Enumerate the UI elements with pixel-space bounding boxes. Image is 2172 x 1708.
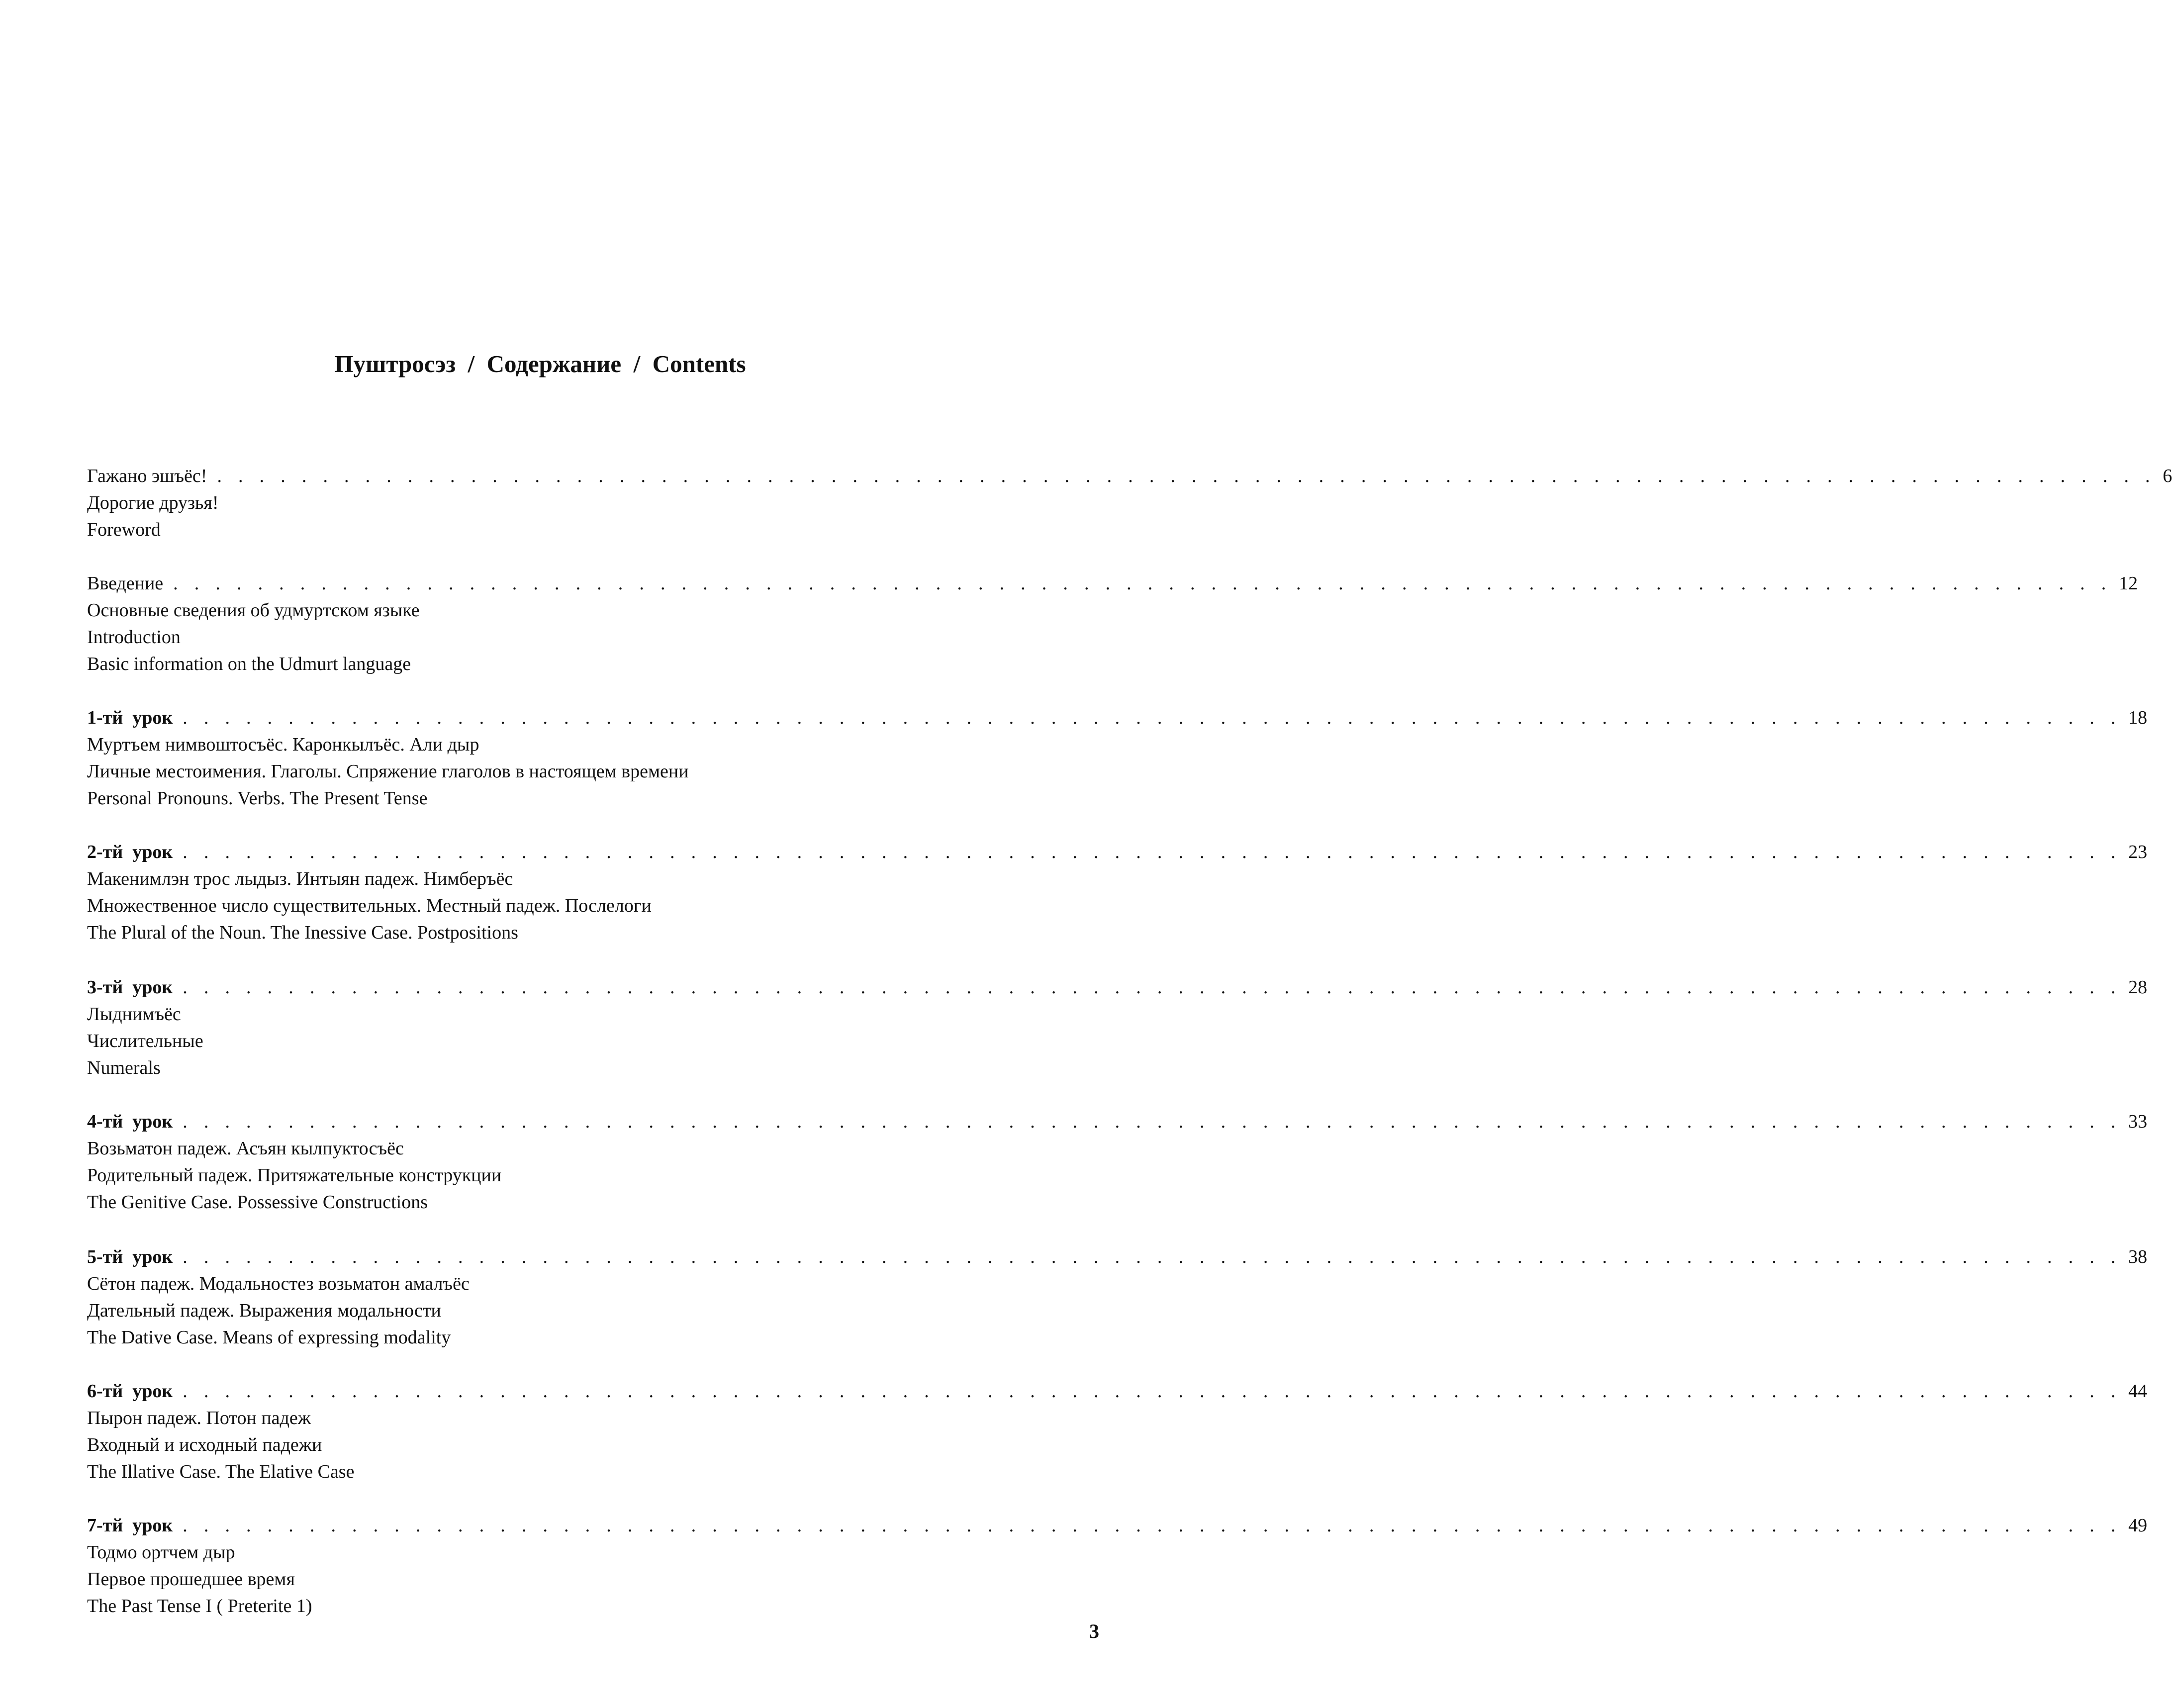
toc-line: Входный и исходный падежи: [87, 1434, 322, 1455]
toc-heading-text: 5-тй урок: [87, 1246, 173, 1267]
toc-line: Тодмо ортчем дыр: [87, 1542, 235, 1563]
toc-heading: [87, 704, 2148, 731]
toc-heading-text: 6-тй урок: [87, 1381, 173, 1402]
toc-line: The Genitive Case. Possessive Constructions: [87, 1192, 428, 1213]
toc-heading-text: 3-тй урок: [87, 977, 173, 998]
toc-line: The Past Tense I ( Preterite 1): [87, 1596, 312, 1616]
toc-heading: [87, 1243, 2148, 1270]
toc-entry-lesson-1: [87, 704, 2148, 812]
toc-heading: [87, 974, 2148, 1001]
toc-heading-text: 1-тй урок: [87, 707, 173, 728]
toc-heading: [87, 1378, 2148, 1405]
dot-leader: . . . . . . . . . . . . . . . . . . . . . . . . . . . . . . . . . . . . . . . . . . . . . . . . . . . . . . . . . . . . . . . . . . . . . . . . . . . . . . . . . . . . . . . . . . . .: [183, 1381, 2122, 1402]
toc-line: Муртъем нимвоштосъёс. Каронкылъёс. Али дыр: [87, 734, 479, 755]
toc-line: Personal Pronouns. Verbs. The Present Tense: [87, 788, 428, 809]
toc-line: Первое прошедшее время: [87, 1569, 295, 1590]
toc-page-number: 28: [2128, 977, 2148, 998]
toc-line: Numerals: [87, 1057, 161, 1078]
toc-heading: [87, 1108, 2148, 1135]
toc-entry-lesson-2: [87, 839, 2148, 946]
toc-heading-text: 4-тй урок: [87, 1111, 173, 1132]
toc-entry-lesson-5: [87, 1243, 2148, 1351]
toc-heading-text: 7-тй урок: [87, 1515, 173, 1536]
toc-line: The Plural of the Noun. The Inessive Case. Postpositions: [87, 922, 518, 943]
toc-entry-lesson-6: [87, 1378, 2148, 1485]
toc-entry-introduction: [87, 570, 2138, 677]
toc-line: Основные сведения об удмуртском языке: [87, 600, 420, 621]
page-title: Пуштросэз / Содержание / Contents: [334, 350, 746, 378]
dot-leader: . . . . . . . . . . . . . . . . . . . . . . . . . . . . . . . . . . . . . . . . . . . . . . . . . . . . . . . . . . . . . . . . . . . . . . . . . . . . . . . . . . . . . . . . . . . .: [183, 1111, 2122, 1132]
dot-leader: . . . . . . . . . . . . . . . . . . . . . . . . . . . . . . . . . . . . . . . . . . . . . . . . . . . . . . . . . . . . . . . . . . . . . . . . . . . . . . . . . . . . . . . . . . . .: [173, 573, 2112, 594]
toc-page-number: 44: [2128, 1381, 2148, 1402]
toc-entry-lesson-4: [87, 1108, 2148, 1216]
toc-entry-foreword: [87, 463, 2172, 543]
toc-line: The Illative Case. The Elative Case: [87, 1461, 355, 1482]
page-number: 3: [1089, 1620, 1099, 1642]
dot-leader: . . . . . . . . . . . . . . . . . . . . . . . . . . . . . . . . . . . . . . . . . . . . . . . . . . . . . . . . . . . . . . . . . . . . . . . . . . . . . . . . . . . . . . . . . . . .: [183, 1246, 2122, 1267]
toc-page-number: 23: [2128, 842, 2148, 862]
toc-line: Пырон падеж. Потон падеж: [87, 1408, 311, 1428]
toc-page-number: 12: [2119, 573, 2138, 594]
toc-page-number: 18: [2128, 707, 2148, 728]
toc-line: Лыднимъёс: [87, 1004, 181, 1025]
toc-entry-lesson-7: [87, 1512, 2148, 1619]
toc-line: Числительные: [87, 1031, 203, 1051]
toc-line: Дорогие друзья!: [87, 492, 219, 513]
toc-line: Дательный падеж. Выражения модальности: [87, 1300, 441, 1321]
dot-leader: . . . . . . . . . . . . . . . . . . . . . . . . . . . . . . . . . . . . . . . . . . . . . . . . . . . . . . . . . . . . . . . . . . . . . . . . . . . . . . . . . . . . . . . . . . . .: [183, 977, 2122, 998]
toc-heading: [87, 839, 2148, 865]
toc-line: Basic information on the Udmurt language: [87, 654, 411, 674]
dot-leader: . . . . . . . . . . . . . . . . . . . . . . . . . . . . . . . . . . . . . . . . . . . . . . . . . . . . . . . . . . . . . . . . . . . . . . . . . . . . . . . . . . . . . . . . . . . .: [183, 1515, 2122, 1536]
toc-page-number: 38: [2128, 1246, 2148, 1267]
dot-leader: . . . . . . . . . . . . . . . . . . . . . . . . . . . . . . . . . . . . . . . . . . . . . . . . . . . . . . . . . . . . . . . . . . . . . . . . . . . . . . . . . . . . . . . . . . . .: [183, 707, 2122, 728]
toc-line: Родительный падеж. Притяжательные конструкции: [87, 1165, 502, 1186]
toc-line: Foreword: [87, 519, 161, 540]
toc-page-number: 49: [2128, 1515, 2148, 1536]
toc-line: Множественное число существительных. Местный падеж. Послелоги: [87, 895, 652, 916]
toc-heading-text: Введение: [87, 573, 164, 594]
toc-line: Introduction: [87, 627, 181, 648]
dot-leader: . . . . . . . . . . . . . . . . . . . . . . . . . . . . . . . . . . . . . . . . . . . . . . . . . . . . . . . . . . . . . . . . . . . . . . . . . . . . . . . . . . . . . . . . . . . .: [183, 842, 2122, 862]
toc-heading: [87, 1512, 2148, 1539]
toc-heading: [87, 463, 2172, 489]
toc-heading-text: 2-тй урок: [87, 842, 173, 862]
dot-leader: . . . . . . . . . . . . . . . . . . . . . . . . . . . . . . . . . . . . . . . . . . . . . . . . . . . . . . . . . . . . . . . . . . . . . . . . . . . . . . . . . . . . . . . . . . . .: [217, 466, 2156, 486]
toc-line: The Dative Case. Means of expressing modality: [87, 1327, 451, 1348]
toc-line: Личные местоимения. Глаголы. Спряжение глаголов в настоящем времени: [87, 761, 689, 782]
toc-page-number: 33: [2128, 1111, 2148, 1132]
toc-line: Макенимлэн трос лыдыз. Интыян падеж. Нимберъёс: [87, 868, 513, 889]
toc-heading-text: Гажано эшъёс!: [87, 466, 207, 486]
toc-entry-lesson-3: [87, 974, 2148, 1081]
toc-heading: [87, 570, 2138, 597]
toc-line: Возьматон падеж. Асъян кылпуктосъёс: [87, 1138, 404, 1159]
toc-page-number: 6: [2163, 466, 2172, 486]
toc-line: Сётон падеж. Модальностез возьматон амалъёс: [87, 1273, 470, 1294]
